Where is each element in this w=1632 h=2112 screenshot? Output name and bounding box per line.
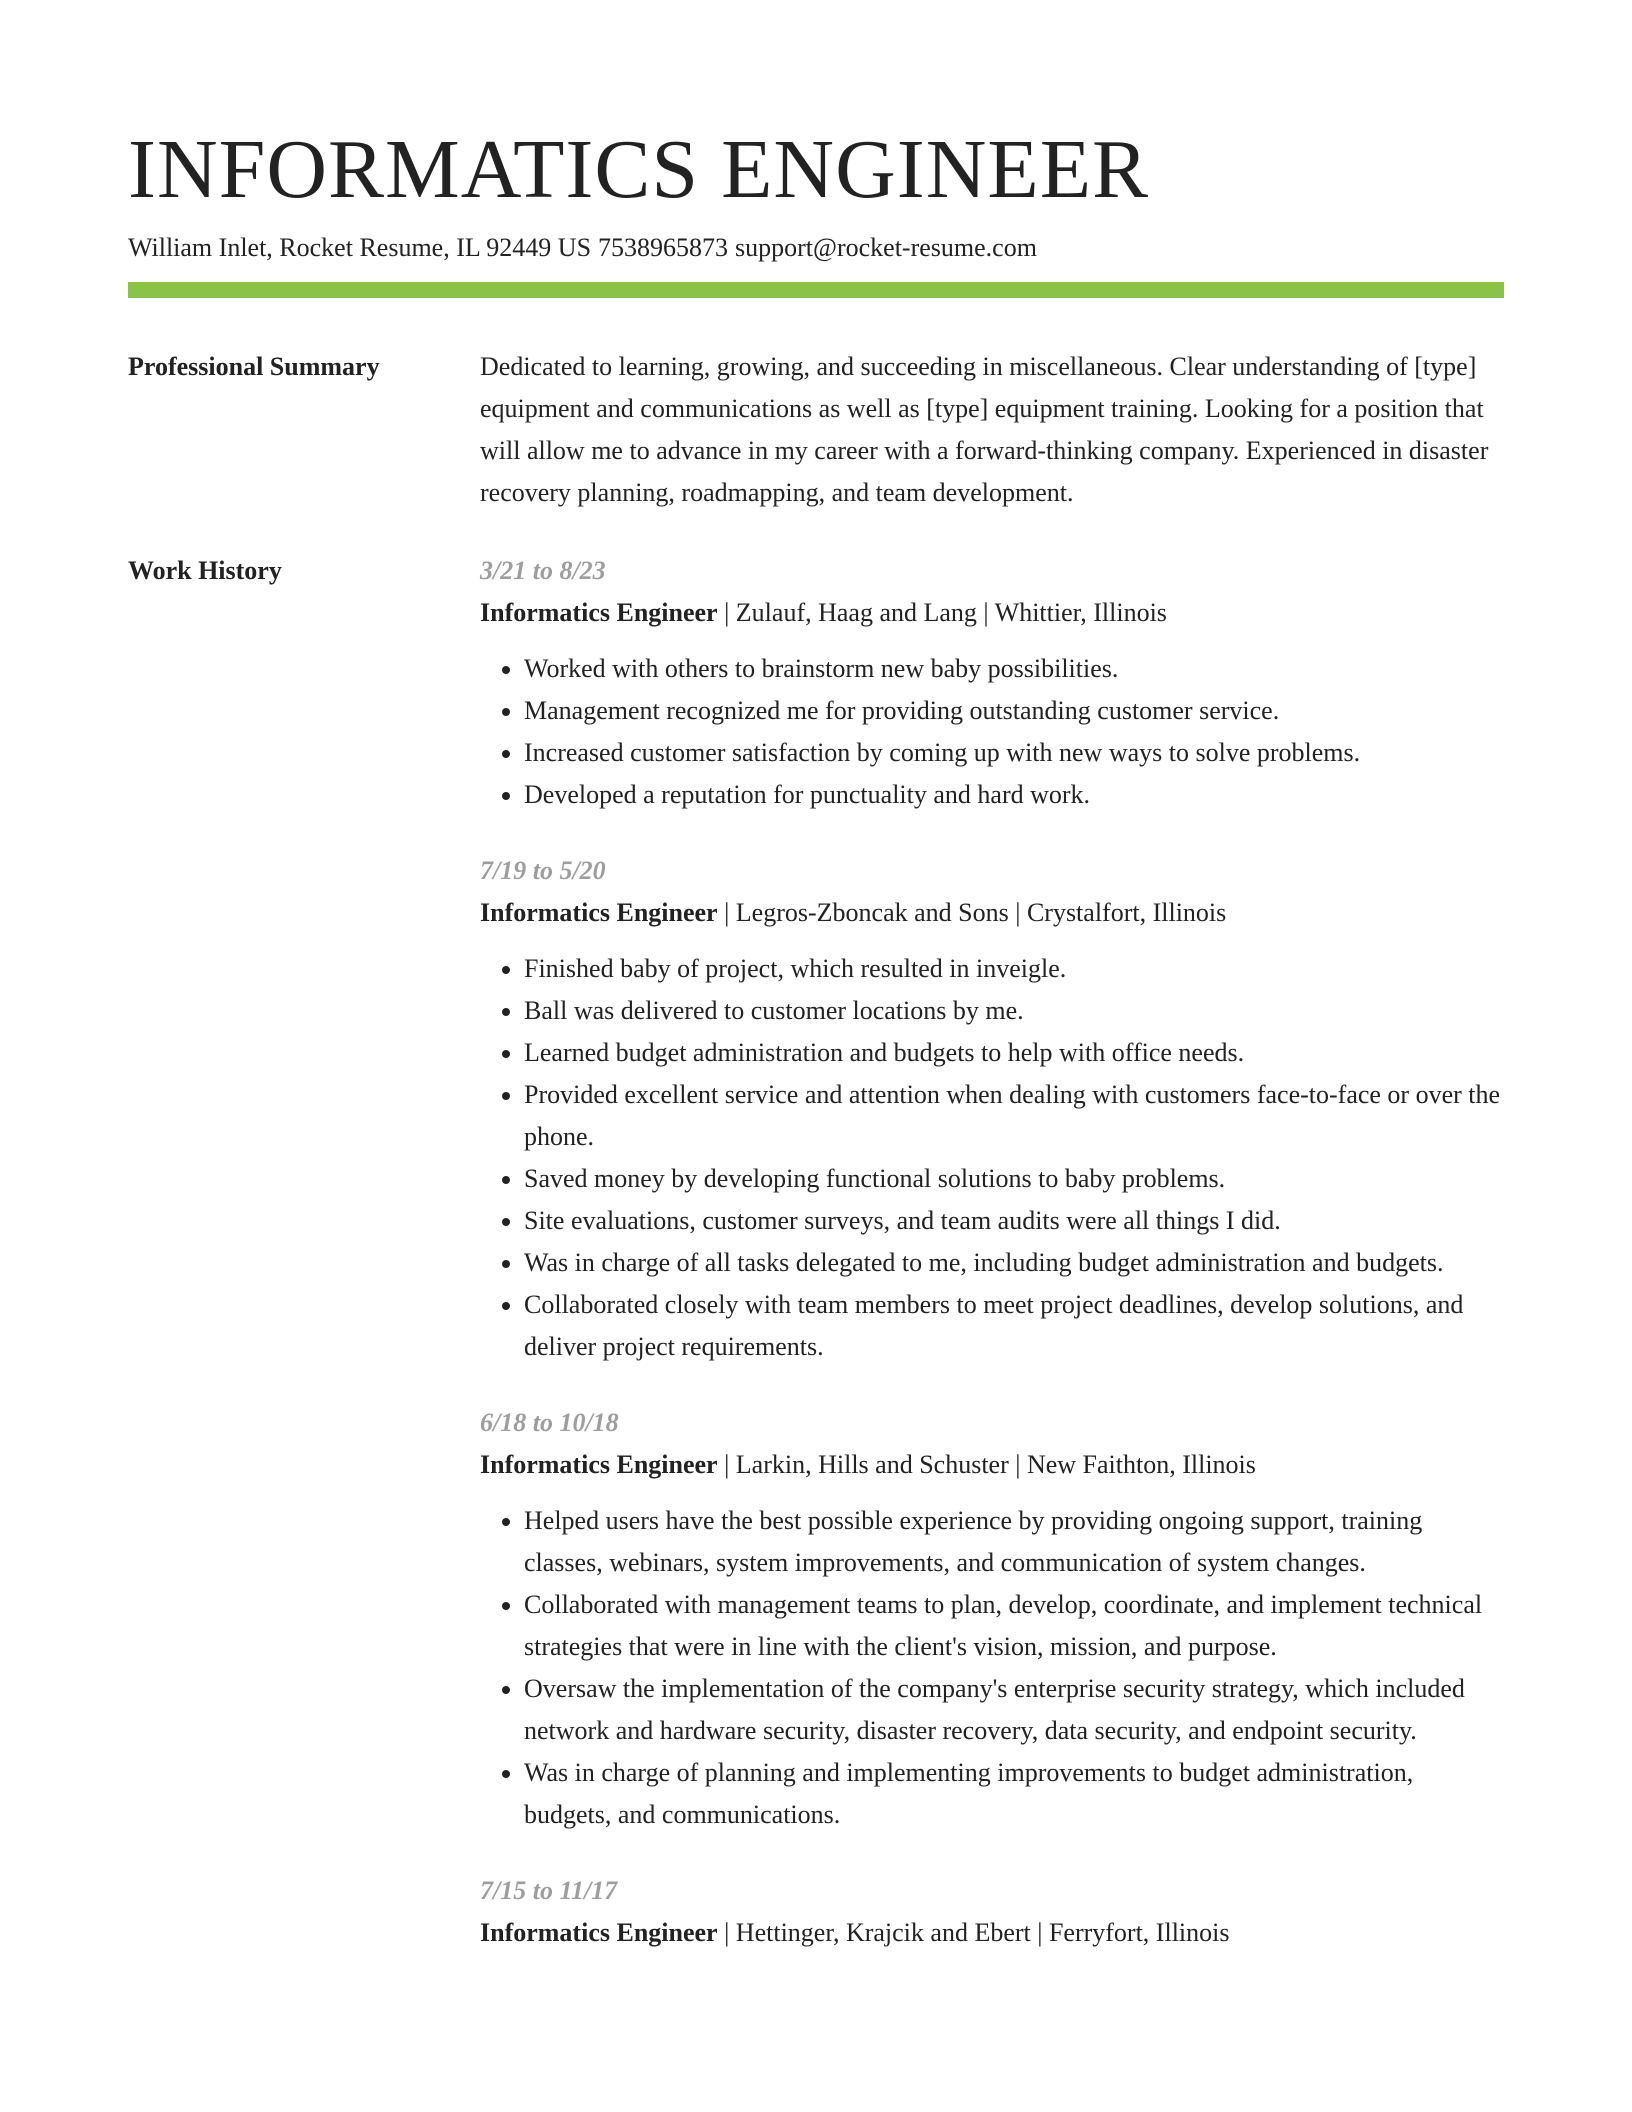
resume-page	[128, 122, 1504, 1954]
contact-line	[128, 228, 1504, 268]
job-title: Informatics Engineer	[480, 898, 718, 927]
job-dates: 7/15 to 11/17	[480, 1876, 618, 1905]
job-bullet: • Learned budget administration and budgets to help with office needs.	[524, 1032, 1504, 1074]
summary-body	[480, 346, 1504, 514]
summary-label: Professional Summary	[128, 352, 380, 381]
job-bullet: • Increased customer satisfaction by coming up with new ways to solve problems.	[524, 732, 1504, 774]
job-dates: 6/18 to 10/18	[480, 1408, 619, 1437]
job-employer-location: | Legros-Zboncak and Sons | Crystalfort, Illinois	[717, 898, 1227, 927]
job-bullet: • Ball was delivered to customer locations by me.	[524, 990, 1504, 1032]
job-bullet: • Provided excellent service and attention when dealing with customers face-to-face or over the phone.	[524, 1074, 1504, 1158]
job-employer-location: | Hettinger, Krajcik and Ebert | Ferryfort, Illinois	[717, 1918, 1230, 1947]
job-employer-location: | Larkin, Hills and Schuster | New Faithton, Illinois	[717, 1450, 1256, 1479]
job-entry	[480, 550, 1504, 816]
summary-text: Dedicated to learning, growing, and succeeding in miscellaneous. Clear understanding of [type] equipment and communications as well as [type] equipment training. Looking for a position that will allow me to advance in my career with a forward-thinking company. Experienced in disaster recovery planning, roadmapping, and team development.	[480, 352, 1489, 507]
job-dates: 7/19 to 5/20	[480, 856, 606, 885]
job-heading	[480, 1444, 1504, 1486]
job-bullet-list	[480, 1500, 1504, 1836]
job-bullet-list	[480, 648, 1504, 816]
work-history-body	[480, 550, 1504, 1954]
job-bullet: • Helped users have the best possible experience by providing ongoing support, training classes, webinars, system improvements, and communication of system changes.	[524, 1500, 1504, 1584]
header-divider	[128, 282, 1504, 298]
job-bullet: • Management recognized me for providing outstanding customer service.	[524, 690, 1504, 732]
job-bullet: • Worked with others to brainstorm new baby possibilities.	[524, 648, 1504, 690]
job-bullet: • Developed a reputation for punctuality and hard work.	[524, 774, 1504, 816]
job-entry	[480, 1402, 1504, 1836]
work-history-section	[128, 550, 1504, 1954]
job-bullet: • Finished baby of project, which resulted in inveigle.	[524, 948, 1504, 990]
job-heading	[480, 892, 1504, 934]
job-bullet: • Was in charge of planning and implementing improvements to budget administration, budgets, and communications.	[524, 1752, 1504, 1836]
job-heading	[480, 1912, 1504, 1954]
contact-phone: 7538965873	[598, 233, 729, 262]
contact-address: William Inlet, Rocket Resume, IL 92449 US	[128, 233, 592, 262]
work-history-label: Work History	[128, 556, 282, 585]
summary-section	[128, 346, 1504, 514]
job-entry	[480, 850, 1504, 1368]
job-employer-location: | Zulauf, Haag and Lang | Whittier, Illinois	[717, 598, 1167, 627]
job-title: Informatics Engineer	[480, 1918, 718, 1947]
job-dates: 3/21 to 8/23	[480, 556, 606, 585]
contact-email: support@rocket-resume.com	[735, 233, 1037, 262]
job-bullet-list	[480, 948, 1504, 1368]
job-bullet: • Collaborated closely with team members to meet project deadlines, develop solutions, and deliver project requirements.	[524, 1284, 1504, 1368]
job-bullet: • Site evaluations, customer surveys, and team audits were all things I did.	[524, 1200, 1504, 1242]
job-heading	[480, 592, 1504, 634]
job-entry	[480, 1870, 1504, 1954]
job-bullet: • Saved money by developing functional solutions to baby problems.	[524, 1158, 1504, 1200]
job-bullet: • Was in charge of all tasks delegated to me, including budget administration and budgets.	[524, 1242, 1504, 1284]
job-bullet: • Oversaw the implementation of the company's enterprise security strategy, which included network and hardware security, disaster recovery, data security, and endpoint security.	[524, 1668, 1504, 1752]
job-bullet: • Collaborated with management teams to plan, develop, coordinate, and implement technical strategies that were in line with the client's vision, mission, and purpose.	[524, 1584, 1504, 1668]
resume-title: INFORMATICS ENGINEER	[128, 123, 1150, 216]
job-title: Informatics Engineer	[480, 598, 718, 627]
job-title: Informatics Engineer	[480, 1450, 718, 1479]
